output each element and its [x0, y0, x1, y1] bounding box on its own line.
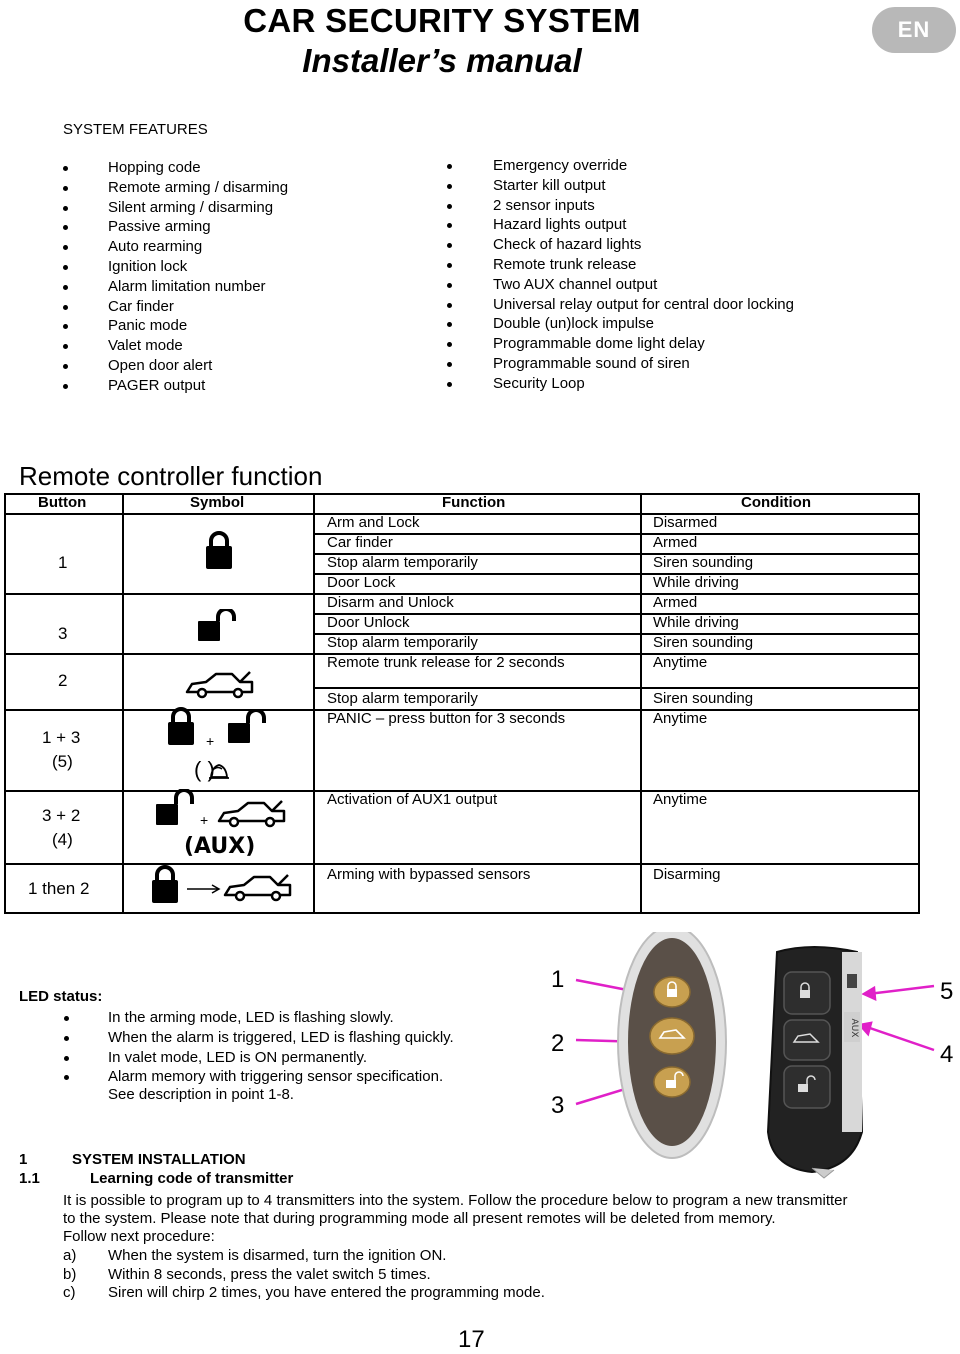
- symbol-plus: +: [200, 812, 209, 828]
- function-cell: Arming with bypassed sensors: [327, 866, 531, 883]
- remote-fob-flip: [768, 947, 862, 1178]
- led-status-item: In valet mode, LED is ON permanently.: [108, 1048, 454, 1068]
- lock-closed-icon: [150, 865, 180, 905]
- bell-icon: [206, 759, 232, 785]
- function-cell: Door Unlock: [327, 614, 410, 631]
- feature-item: Passive arming: [108, 217, 288, 237]
- column-header-condition: Condition: [741, 494, 811, 511]
- lock-open-icon: [154, 789, 200, 827]
- language-badge[interactable]: EN: [872, 7, 956, 53]
- button-label: 3 + 2: [42, 806, 81, 825]
- remote-label-3: 3: [551, 1092, 565, 1119]
- feature-item: Silent arming / disarming: [108, 198, 288, 218]
- feature-item: PAGER output: [108, 376, 288, 396]
- button-label: 3: [58, 624, 68, 643]
- feature-item: Check of hazard lights: [493, 235, 794, 255]
- function-cell: Car finder: [327, 534, 393, 551]
- condition-cell: Siren sounding: [653, 690, 754, 707]
- feature-item: Remote arming / disarming: [108, 178, 289, 196]
- table-border: [4, 912, 920, 914]
- feature-item: Two AUX channel output: [493, 275, 794, 295]
- feature-item: Double (un)lock impulse: [493, 314, 794, 334]
- paragraph: to the system. Please note that during programming mode all present remotes will be deleted from memory.: [63, 1210, 776, 1227]
- button-sublabel: (4): [52, 830, 73, 849]
- column-header-symbol: Symbol: [190, 494, 245, 511]
- lock-open-icon: [196, 609, 242, 643]
- function-cell: Disarm and Unlock: [327, 594, 454, 611]
- remote-function-title: Remote controller function: [19, 461, 323, 491]
- step-text: Siren will chirp 2 times, you have entered the programming mode.: [108, 1284, 545, 1301]
- condition-cell: Siren sounding: [653, 554, 754, 571]
- remote-key-fobs-image: [572, 932, 942, 1180]
- function-cell: Stop alarm temporarily: [327, 690, 478, 707]
- table-subrow-divider: [313, 687, 920, 689]
- remote-label-2: 2: [551, 1030, 565, 1057]
- symbol-paren: ( ): [194, 757, 215, 782]
- symbol-aux: (AUX): [184, 834, 256, 859]
- document-title: CAR SECURITY SYSTEM: [243, 2, 641, 39]
- table-subrow-divider: [313, 533, 920, 535]
- function-cell: Arm and Lock: [327, 514, 420, 531]
- table-column-divider: [313, 493, 315, 914]
- symbol-plus: +: [206, 733, 215, 749]
- step-text: Within 8 seconds, press the valet switch 5 times.: [108, 1266, 431, 1283]
- subsection-number: 1.1: [19, 1170, 40, 1187]
- condition-cell: Disarming: [653, 866, 721, 883]
- condition-cell: Siren sounding: [653, 634, 754, 651]
- table-column-divider: [640, 493, 642, 914]
- lock-closed-icon: [166, 707, 196, 747]
- feature-item: Alarm limitation number: [108, 277, 288, 297]
- page-number: 17: [458, 1326, 485, 1353]
- led-status-item: Alarm memory with triggering sensor specification.: [108, 1067, 454, 1087]
- feature-item: Hazard lights output: [493, 215, 794, 235]
- feature-item: Remote trunk release: [493, 255, 794, 275]
- condition-cell: Armed: [653, 534, 698, 551]
- button-label: 2: [58, 671, 68, 690]
- feature-item: Car finder: [108, 297, 288, 317]
- table-column-divider: [122, 493, 124, 914]
- function-cell: Door Lock: [327, 574, 396, 591]
- table-row-divider: [4, 513, 920, 515]
- remote-label-5: 5: [940, 978, 954, 1005]
- remote-label-1: 1: [551, 966, 565, 993]
- condition-cell: Anytime: [653, 654, 708, 671]
- remote-fob-oval: [618, 932, 726, 1158]
- feature-item: Panic mode: [108, 316, 288, 336]
- condition-cell: While driving: [653, 574, 739, 591]
- feature-item: Auto rearming: [108, 237, 288, 257]
- feature-item: Open door alert: [108, 356, 288, 376]
- feature-item: Ignition lock: [108, 257, 288, 277]
- feature-item: Security Loop: [493, 374, 794, 394]
- system-features-heading: SYSTEM FEATURES: [63, 121, 208, 138]
- button-label: 1 then 2: [28, 879, 90, 898]
- button-label: 1: [58, 553, 68, 572]
- step-label: b): [63, 1266, 77, 1283]
- condition-cell: While driving: [653, 614, 739, 631]
- car-trunk-icon: [222, 871, 294, 903]
- feature-item: Emergency override: [493, 156, 794, 176]
- function-cell: Stop alarm temporarily: [327, 554, 478, 571]
- document-subtitle: Installer’s manual: [302, 42, 582, 79]
- subsection-title: Learning code of transmitter: [90, 1170, 294, 1187]
- condition-cell: Disarmed: [653, 514, 718, 531]
- function-cell: Activation of AUX1 output: [327, 791, 498, 808]
- arrow-right-icon: [186, 883, 222, 895]
- feature-item: Programmable dome light delay: [493, 334, 794, 354]
- table-border: [4, 493, 6, 914]
- led-status-note: See description in point 1-8.: [108, 1086, 294, 1103]
- aux-side-label: AUX: [849, 1018, 859, 1038]
- car-trunk-icon: [216, 797, 288, 829]
- led-status-list: [108, 1008, 454, 1087]
- condition-cell: Armed: [653, 594, 698, 611]
- function-cell: Remote trunk release for 2 seconds: [327, 654, 565, 671]
- led-status-item: When the alarm is triggered, LED is flashing quickly.: [108, 1028, 454, 1046]
- paragraph: It is possible to program up to 4 transmitters into the system. Follow the procedure below to program a new transmitter: [63, 1192, 848, 1209]
- led-status-title: LED status:: [19, 988, 103, 1005]
- table-row-divider: [4, 863, 920, 865]
- lock-closed-icon: [204, 531, 234, 571]
- feature-item: Universal relay output for central door locking: [493, 295, 794, 313]
- step-label: a): [63, 1247, 77, 1264]
- features-list-right: [493, 156, 794, 394]
- feature-item: 2 sensor inputs: [493, 196, 794, 216]
- section-number: 1: [19, 1151, 28, 1168]
- paragraph: Follow next procedure:: [63, 1228, 215, 1245]
- column-header-function: Function: [442, 494, 506, 511]
- table-subrow-divider: [313, 573, 920, 575]
- table-border: [918, 493, 920, 914]
- lock-open-icon: [226, 709, 272, 745]
- remote-function-table: [4, 493, 920, 914]
- feature-item: Programmable sound of siren: [493, 354, 794, 374]
- car-trunk-icon: [184, 668, 256, 700]
- features-list-left: [108, 158, 288, 396]
- function-cell: Stop alarm temporarily: [327, 634, 478, 651]
- feature-item: Starter kill output: [493, 176, 794, 196]
- feature-item: Valet mode: [108, 336, 288, 356]
- button-sublabel: (5): [52, 752, 73, 771]
- step-text: When the system is disarmed, turn the ignition ON.: [108, 1247, 447, 1264]
- column-header-button: Button: [38, 494, 87, 511]
- button-label: 1 + 3: [42, 728, 81, 747]
- led-status-item: In the arming mode, LED is flashing slowly.: [108, 1008, 454, 1028]
- step-label: c): [63, 1284, 76, 1301]
- table-row-divider: [4, 593, 920, 595]
- function-cell: PANIC – press button for 3 seconds: [327, 710, 566, 727]
- section-title: SYSTEM INSTALLATION: [72, 1151, 246, 1168]
- condition-cell: Anytime: [653, 710, 708, 727]
- remote-label-4: 4: [940, 1041, 954, 1068]
- condition-cell: Anytime: [653, 791, 708, 808]
- feature-item: Hopping code: [108, 158, 288, 178]
